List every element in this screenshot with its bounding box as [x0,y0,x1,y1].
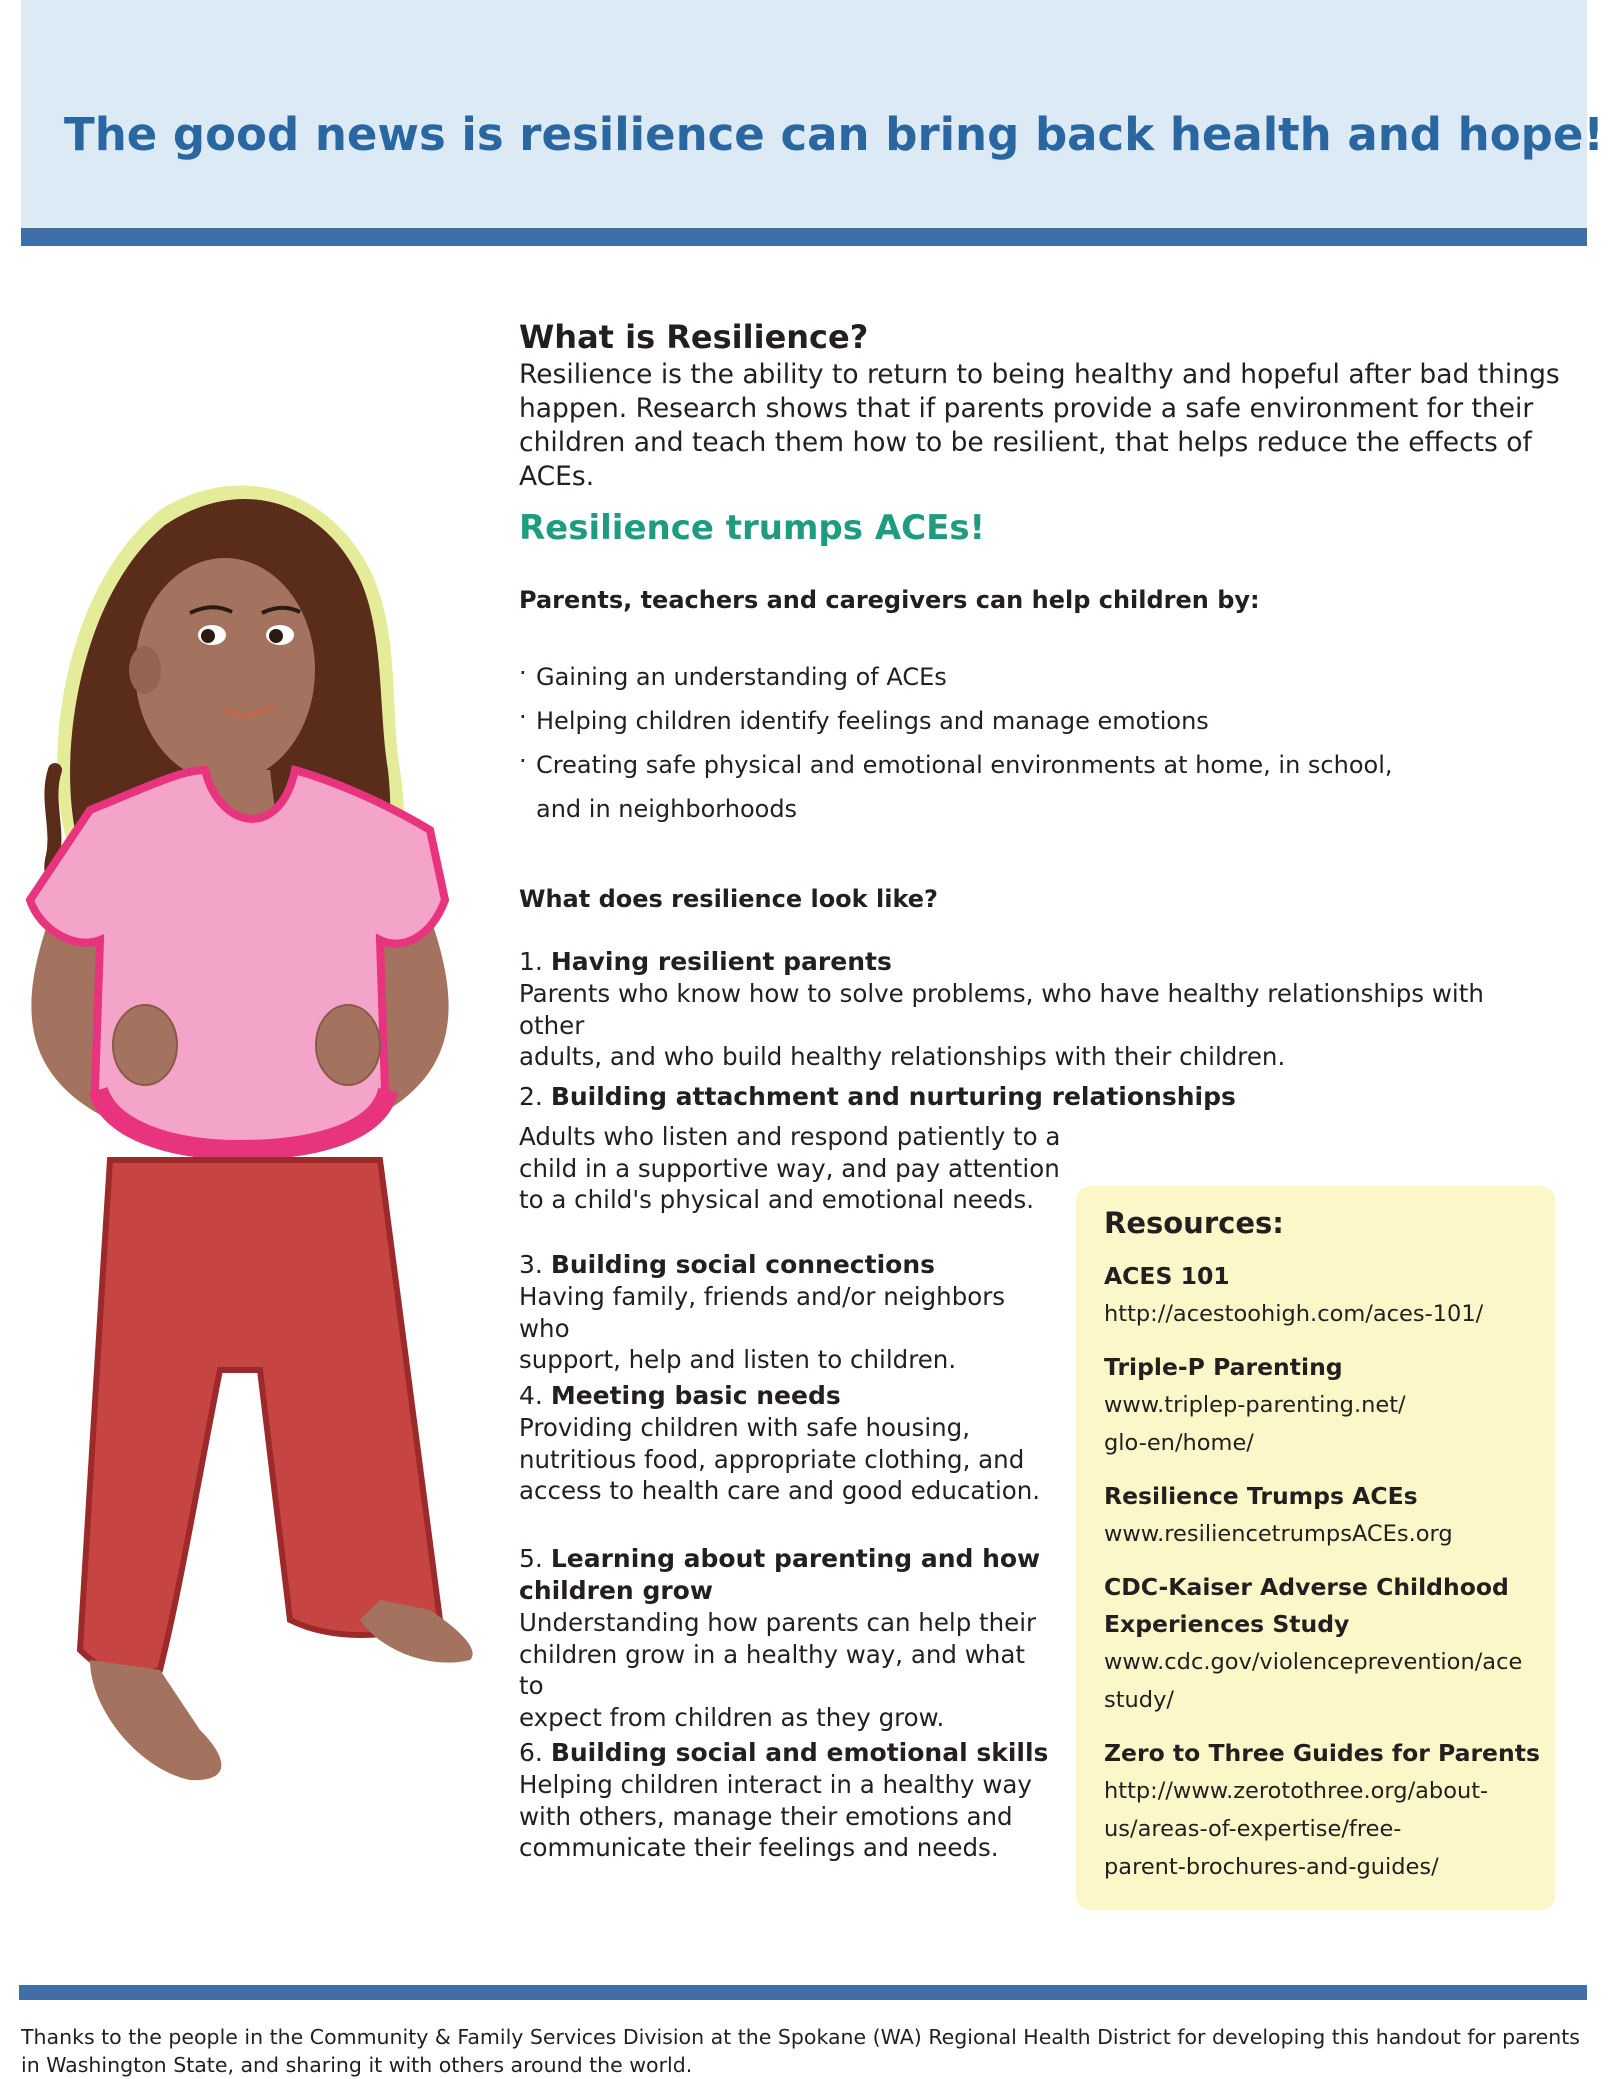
intro-line: happen. Research shows that if parents provide a safe environment for their [519,393,1534,424]
resource-item [1104,1258,1544,1333]
item-text: child in a supportive way, and pay attention [519,1153,1060,1183]
item-text: Parents who know how to solve problems, who have healthy relationships with other [519,979,1484,1040]
resource-link[interactable]: www.triplep-parenting.net/ [1104,1392,1406,1418]
what-is-resilience-heading: What is Resilience? [519,318,869,356]
help-list [519,655,1393,831]
item-title: Building attachment and nurturing relationships [550,1082,1236,1111]
list-item [519,1380,1049,1507]
list-item: · Gaining an understanding of ACEs [519,655,1393,699]
list-item-continuation: and in neighborhoods [536,795,798,823]
resource-title: Resilience Trumps ACEs [1104,1482,1418,1510]
list-item [519,1249,1049,1376]
footer-credits [21,2023,1591,2079]
item-text: nutritious food, appropriate clothing, and [519,1444,1025,1474]
resource-link-continued[interactable]: us/areas-of-expertise/free- [1104,1816,1402,1842]
girl-illustration [0,470,490,1790]
item-number: 1. [519,947,543,976]
resource-item [1104,1349,1544,1462]
resource-link-continued[interactable]: study/ [1104,1687,1174,1713]
help-heading: Parents, teachers and caregivers can help children by: [519,586,1260,614]
footer-line: in Washington State, and sharing it with others around the world. [21,2053,693,2077]
item-text: Helping children interact in a healthy way [519,1770,1032,1799]
item-title: Having resilient parents [550,947,892,976]
resources-heading: Resources: [1104,1206,1284,1240]
item-title: Learning about parenting and how [550,1544,1041,1573]
intro-line: Resilience is the ability to return to being healthy and hopeful after bad things [519,359,1560,390]
resource-item [1104,1735,1544,1886]
resources-box [1076,1186,1555,1910]
item-number: 6. [519,1738,543,1767]
resource-title: Triple-P Parenting [1104,1353,1343,1381]
item-number: 3. [519,1250,543,1279]
resource-item [1104,1569,1544,1719]
item-text: to a child's physical and emotional needs. [519,1185,1034,1214]
item-text: Providing children with safe housing, [519,1413,971,1442]
resource-item [1104,1478,1544,1553]
resource-link[interactable]: www.resiliencetrumpsACEs.org [1104,1521,1453,1547]
resilience-trumps-heading: Resilience trumps ACEs! [519,508,986,548]
item-text: communicate their feelings and needs. [519,1833,999,1862]
item-title: Building social connections [550,1250,935,1279]
item-title: Meeting basic needs [550,1381,841,1410]
page-title: The good news is resilience can bring back health and hope! [64,108,1604,161]
item-text: with others, manage their emotions and [519,1801,1013,1831]
item-text: Having family, friends and/or neighbors who [519,1282,1006,1343]
header-divider [21,228,1587,246]
resources-list [1104,1258,1544,1902]
resource-link[interactable]: http://acestoohigh.com/aces-101/ [1104,1301,1484,1327]
resource-title-continued: Experiences Study [1104,1610,1350,1638]
item-text: support, help and listen to children. [519,1345,957,1374]
list-item [519,1737,1049,1864]
list-item [519,946,1519,1073]
item-number: 5. [519,1544,543,1573]
footer-divider [19,1985,1587,2000]
list-item: · Helping children identify feelings and manage emotions [519,699,1393,743]
item-text: access to health care and good education. [519,1476,1041,1505]
look-heading: What does resilience look like? [519,885,938,913]
resource-title: ACES 101 [1104,1262,1230,1290]
item-text: children grow in a healthy way, and what to [519,1639,1025,1700]
footer-line: Thanks to the people in the Community & Family Services Division at the Spokane (WA) Regional Health District for developing this handout for parents [21,2025,1580,2049]
item-text: adults, and who build healthy relationships with their children. [519,1042,1286,1071]
item-text: Adults who listen and respond patiently to a [519,1122,1061,1151]
resource-link[interactable]: http://www.zerotothree.org/about- [1104,1778,1489,1804]
item-number: 2. [519,1082,543,1111]
list-item [519,1543,1049,1733]
resource-link[interactable]: www.cdc.gov/violenceprevention/ace [1104,1649,1523,1675]
item-title-continued: children grow [519,1576,713,1605]
item-text: expect from children as they grow. [519,1702,945,1732]
resource-link-continued[interactable]: parent-brochures-and-guides/ [1104,1854,1439,1880]
intro-line: children and teach them how to be resilient, that helps reduce the effects of ACEs. [519,427,1532,492]
item-text: Understanding how parents can help their [519,1608,1037,1637]
list-item: · Creating safe physical and emotional environments at home, in school, [519,743,1393,787]
resource-link-continued[interactable]: glo-en/home/ [1104,1430,1254,1456]
resource-title: CDC-Kaiser Adverse Childhood [1104,1573,1509,1601]
resource-title: Zero to Three Guides for Parents [1104,1739,1540,1767]
item-title: Building social and emotional skills [550,1738,1049,1767]
item-number: 4. [519,1381,543,1410]
